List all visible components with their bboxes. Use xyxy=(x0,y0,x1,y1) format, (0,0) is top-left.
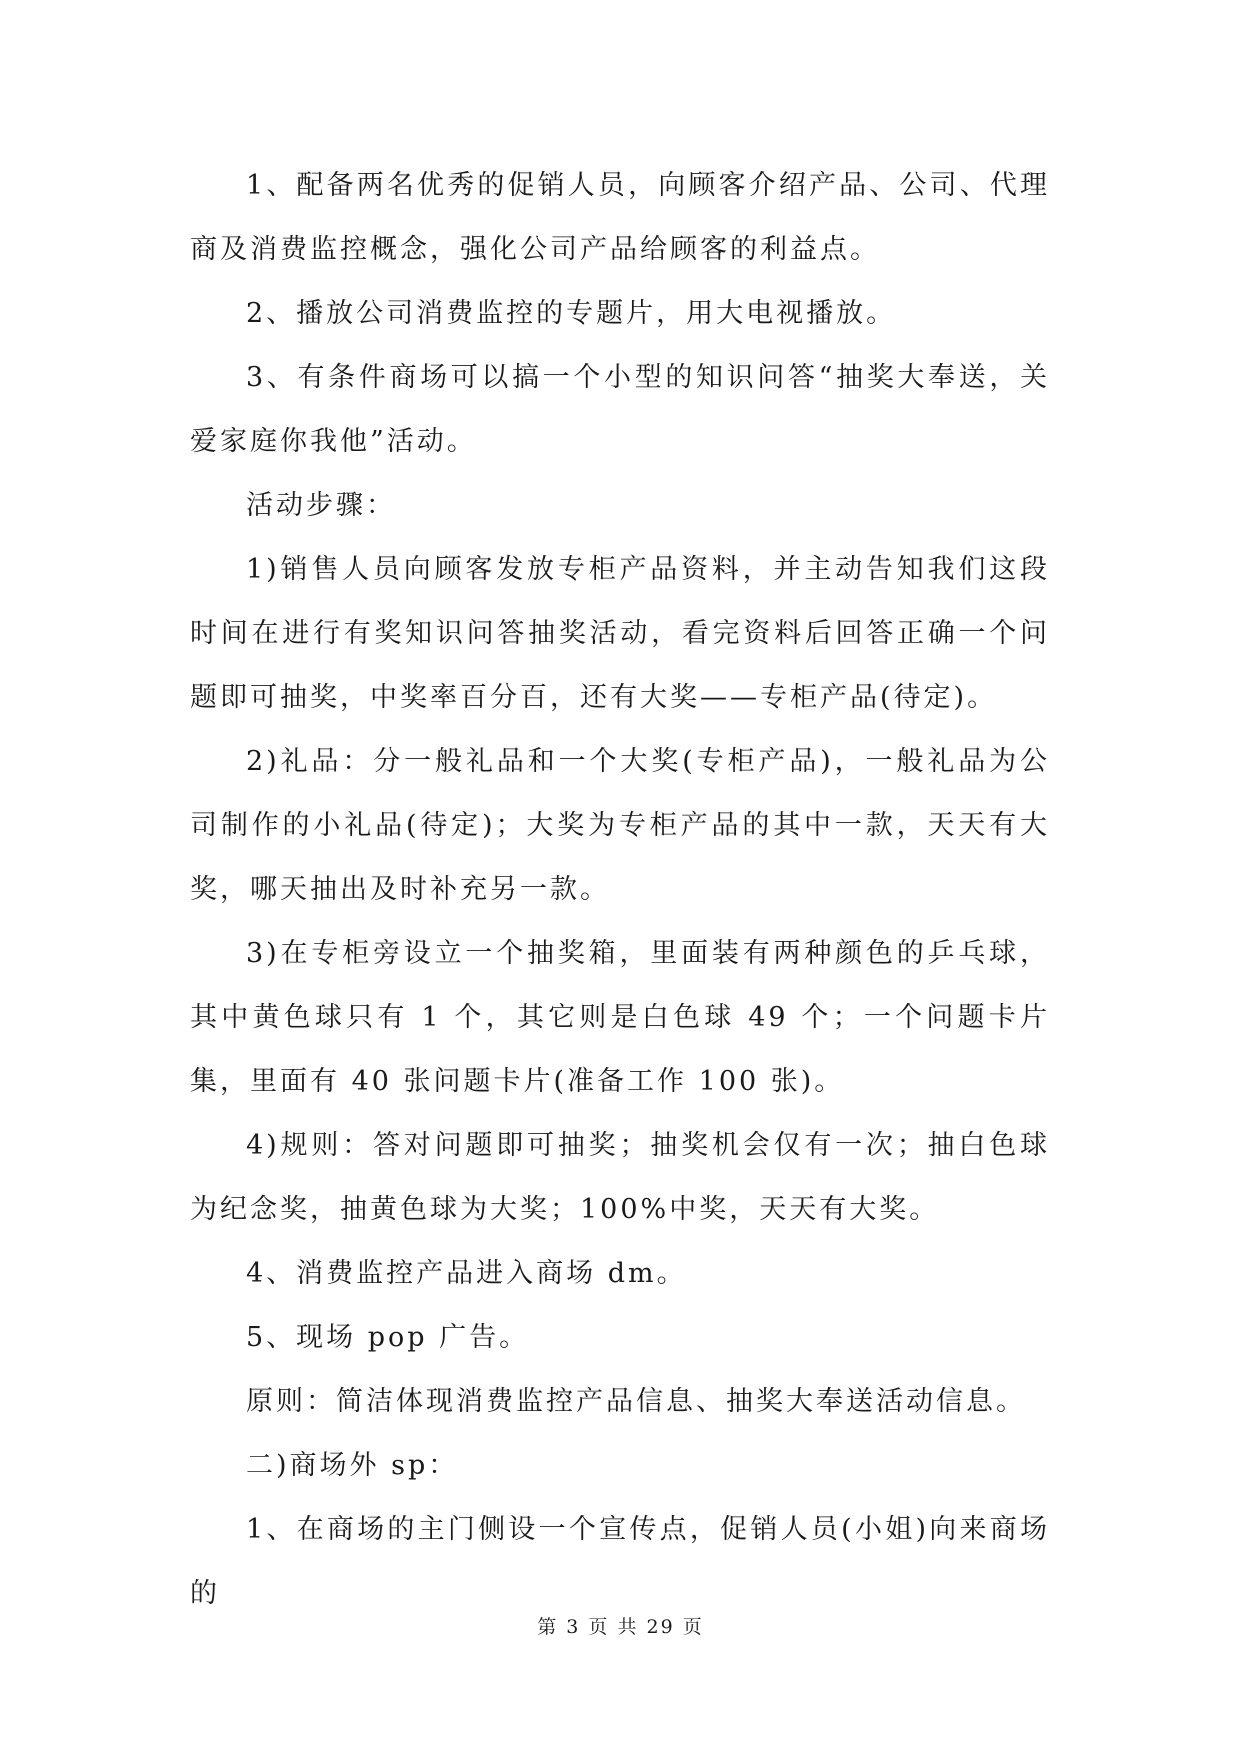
paragraph-item-4: 4、消费监控产品进入商场 dm。 xyxy=(246,1258,687,1289)
paragraph-item-2: 2、播放公司消费监控的专题片，用大电视播放。 xyxy=(246,298,897,329)
paragraph-steps-heading: 活动步骤： xyxy=(246,490,396,521)
paragraph-step-1: 1)销售人员向顾客发放专柜产品资料，并主动告知我们这段时间在进行有奖知识问答抽奖活动，看完资料后回答正确一个问题即可抽奖，中奖率百分百，还有大奖——专柜产品(待定)。 xyxy=(190,554,1050,713)
paragraph-item-3: 3、有条件商场可以搞一个小型的知识问答“抽奖大奉送，关爱家庭你我他”活动。 xyxy=(190,362,1050,457)
paragraph-step-2: 2)礼品：分一般礼品和一个大奖(专柜产品)，一般礼品为公司制作的小礼品(待定)；大奖为专柜产品的其中一款，天天有大奖，哪天抽出及时补充另一款。 xyxy=(190,746,1050,905)
paragraph-principle: 原则：简洁体现消费监控产品信息、抽奖大奉送活动信息。 xyxy=(246,1386,1026,1417)
paragraph-item-1: 1、配备两名优秀的促销人员，向顾客介绍产品、公司、代理商及消费监控概念，强化公司产品给顾客的利益点。 xyxy=(190,170,1050,265)
paragraph-step-4: 4)规则：答对问题即可抽奖；抽奖机会仅有一次；抽白色球为纪念奖，抽黄色球为大奖；100%中奖，天天有大奖。 xyxy=(190,1130,1050,1225)
paragraph-step-3: 3)在专柜旁设立一个抽奖箱，里面装有两种颜色的乒乓球，其中黄色球只有 1 个，其它则是白色球 49 个；一个问题卡片集，里面有 40 张问题卡片(准备工作 100 张)。 xyxy=(190,938,1050,1097)
page-number-footer: 第 3 页 共 29 页 xyxy=(537,1616,704,1638)
paragraph-section-heading: 二)商场外 sp： xyxy=(246,1450,459,1481)
document-body xyxy=(190,154,1050,1626)
paragraph-outside-item-1: 1、在商场的主门侧设一个宣传点，促销人员(小姐)向来商场的 xyxy=(190,1514,1050,1609)
paragraph-item-5: 5、现场 pop 广告。 xyxy=(246,1322,530,1353)
